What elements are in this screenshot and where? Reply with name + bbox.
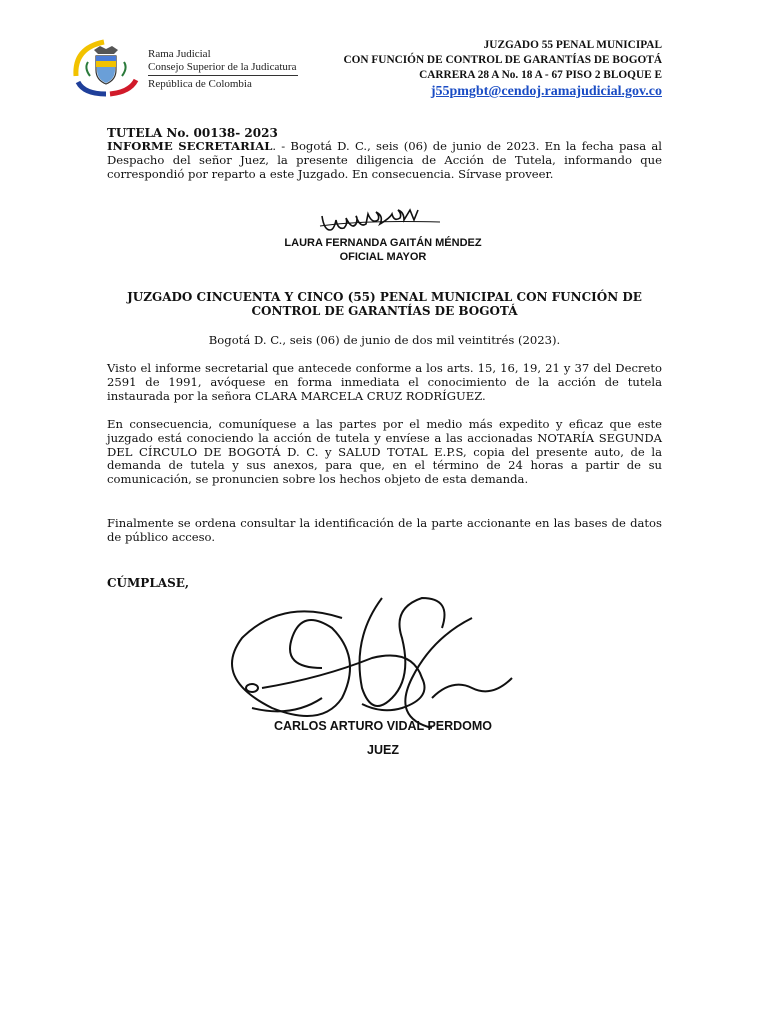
informe-text: . - Bogotá D. C., seis (06) de junio de 2023. En la fecha pasa al Despacho del señor Juez, la presente diligencia de Acción de Tutela, informando que correspondió por reparto a este Juzgado. En consecuencia. Sírvase proveer.: [107, 139, 663, 181]
court-title: JUZGADO CINCUENTA Y CINCO (55) PENAL MUNICIPAL CON FUNCIÓN DE CONTROL DE GARANTÍAS DE BOGOTÁ: [127, 290, 642, 318]
logo-line-consejo: Consejo Superior de la Judicatura: [148, 61, 297, 73]
informe-label: INFORME SECRETARIAL: [107, 139, 273, 153]
date-line: Bogotá D. C., seis (06) de junio de dos mil veintitrés (2023).: [208, 333, 561, 347]
clerk-name: LAURA FERNANDA GAITÁN MÉNDEZ: [284, 237, 482, 249]
colombia-coat-of-arms-icon: [70, 36, 142, 98]
closing-cumplase: CÚMPLASE,: [107, 576, 190, 590]
paragraph-consultar: Finalmente se ordena consultar la identificación de la parte accionante en las bases de datos de público acceso.: [107, 516, 662, 544]
court-header-line-3: CARRERA 28 A No. 18 A - 67 PISO 2 BLOQUE E: [419, 69, 662, 81]
paragraph-avoquese: Visto el informe secretarial que antecede conforme a los arts. 15, 16, 19, 21 y 37 del Decreto 2591 de 1991, avóquese en forma inmediata el conocimiento de la acción de tutela instaurada por la señora CLARA MARCELA CRUZ RODRÍGUEZ.: [107, 361, 662, 403]
judge-name: CARLOS ARTURO VIDAL PERDOMO: [273, 719, 493, 733]
court-header: [343, 38, 662, 101]
judge-title: JUEZ: [367, 743, 399, 757]
logo-divider: [148, 75, 298, 76]
paragraph-comuniquese: En consecuencia, comuníquese a las partes por el medio más expedito y eficaz que este juzgado está conociendo la acción de tutela y envíese a las accionadas NOTARÍA SEGUNDA DEL CÍRCULO DE BOGOTÁ D. C. y SALUD TOTAL E.P.S, copia del presente auto, de la demanda de tutela y sus anexos, para que, en el término de 24 horas a partir de su comunicación, se pronuncien sobre los hechos objeto de esta demanda.: [107, 417, 662, 487]
court-header-line-1: JUZGADO 55 PENAL MUNICIPAL: [483, 39, 662, 51]
informe-secretarial: [107, 140, 662, 181]
clerk-block: [220, 236, 546, 264]
court-header-line-2: CON FUNCIÓN DE CONTROL DE GARANTÍAS DE BOGOTÁ: [343, 54, 662, 66]
judge-block: [220, 714, 546, 762]
tutela-number: TUTELA No. 00138- 2023: [107, 126, 278, 140]
court-email-link[interactable]: j55pmgbt@cendoj.ramajudicial.gov.co: [430, 84, 662, 99]
logo-line-republica: República de Colombia: [148, 78, 252, 90]
logo-line-rama: Rama Judicial: [148, 48, 211, 60]
rama-judicial-logo: [70, 36, 320, 98]
clerk-title: OFICIAL MAYOR: [339, 251, 427, 263]
